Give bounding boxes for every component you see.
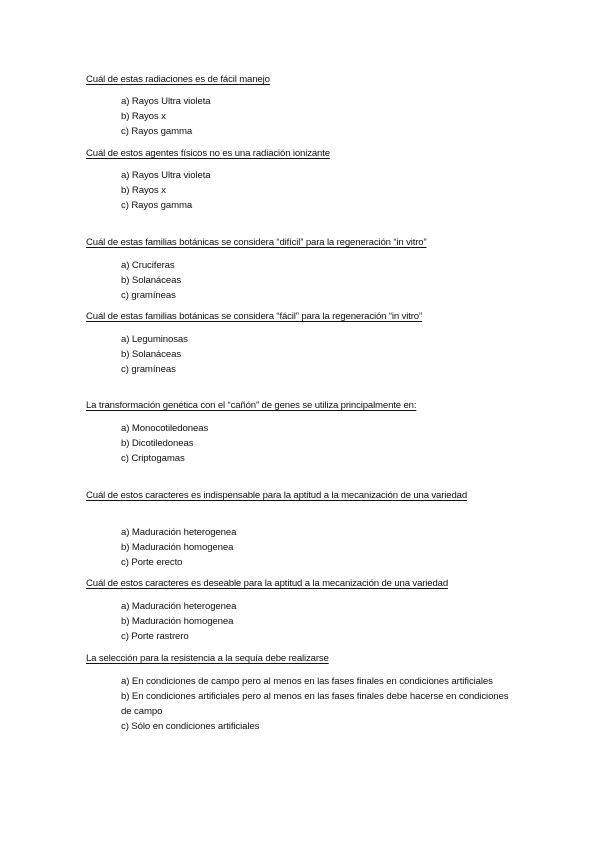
question-4-options (121, 332, 516, 377)
question-4-text: Cuál de estas familias botánicas se considera “fácil” para la regeneración “in vitro” (86, 311, 422, 322)
option-a: a) Leguminosas (121, 334, 188, 345)
question-8-options (121, 674, 516, 734)
question-2-text: Cuál de estos agentes físicos no es una radiación ionizante (86, 148, 330, 159)
question-3-text: Cuál de estas familias botánicas se considera “difícil” para la regeneración “in vitro” (86, 237, 427, 248)
option-b: b) Maduración homogenea (121, 542, 234, 553)
option-b: b) Rayos x (121, 111, 166, 122)
option-b: b) Solanáceas (121, 349, 182, 360)
option-c: c) gramíneas (121, 364, 176, 375)
question-2-options (121, 168, 516, 213)
option-b: b) Maduración homogenea (121, 616, 234, 627)
option-a: a) Monocotiledoneas (121, 423, 209, 434)
question-1-text: Cuál de estas radiaciones es de fácil manejo (86, 74, 270, 85)
option-c: c) gramíneas (121, 290, 176, 301)
option-c: c) Rayos gamma (121, 126, 193, 137)
option-b: b) En condiciones artificiales pero al menos en las fases finales debe hacerse en condiciones de campo (121, 691, 509, 717)
option-a: a) Maduración heterogenea (121, 527, 237, 538)
option-c: c) Porte erecto (121, 557, 183, 568)
option-b: b) Solanáceas (121, 275, 182, 286)
option-a: a) Rayos Ultra violeta (121, 170, 211, 181)
option-b: b) Dicotiledoneas (121, 438, 194, 449)
question-8-text: La selección para la resistencia a la sequía debe realizarse (86, 653, 329, 664)
question-5-options (121, 421, 516, 466)
option-a: a) Cruciferas (121, 260, 175, 271)
question-1-options (121, 94, 516, 139)
option-a: a) En condiciones de campo pero al menos en las fases finales en condiciones artificiales (121, 676, 493, 687)
question-5-text: La transformación genética con el “cañón” de genes se utiliza principalmente en: (86, 400, 417, 411)
option-c: c) Criptogamas (121, 453, 185, 464)
question-6-text: Cuál de estos caracteres es indispensable para la aptitud a la mecanización de una variedad (86, 490, 468, 501)
question-7-options (121, 599, 516, 644)
option-c: c) Rayos gamma (121, 200, 193, 211)
option-b: b) Rayos x (121, 185, 166, 196)
option-a: a) Maduración heterogenea (121, 601, 237, 612)
question-3-options (121, 258, 516, 303)
question-6-options (121, 525, 516, 570)
question-7-text: Cuál de estos caracteres es deseable para la aptitud a la mecanización de una variedad (86, 578, 449, 589)
option-c: c) Sólo en condiciones artificiales (121, 721, 260, 732)
option-c: c) Porte rastrero (121, 631, 189, 642)
option-a: a) Rayos Ultra violeta (121, 96, 211, 107)
